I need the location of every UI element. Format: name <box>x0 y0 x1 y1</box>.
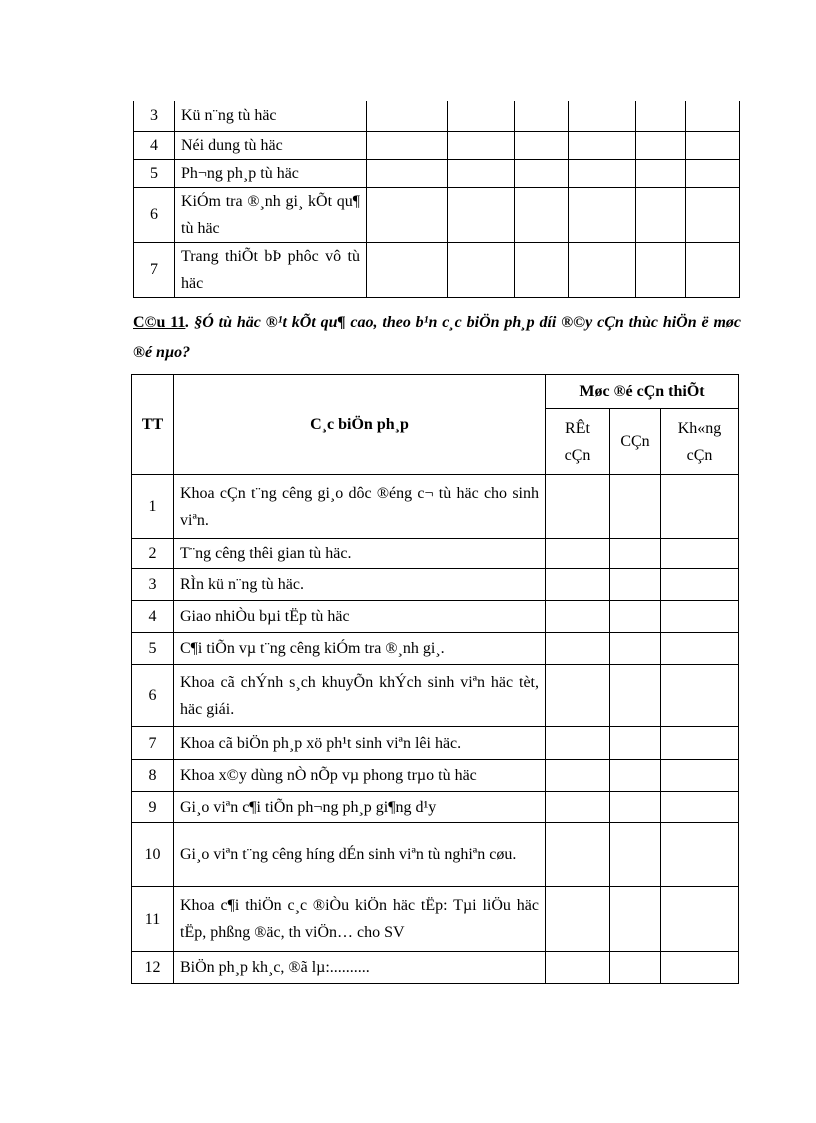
table-row <box>132 792 739 823</box>
table-row <box>132 952 739 984</box>
row-number: 11 <box>132 887 174 952</box>
table-row <box>132 727 739 760</box>
response-cell <box>569 242 636 297</box>
response-cell <box>367 131 448 159</box>
response-cell <box>569 101 636 131</box>
question-11 <box>133 308 741 368</box>
header-row <box>132 375 739 409</box>
response-cell <box>610 760 661 792</box>
row-label: Néi dung tù häc <box>175 131 367 159</box>
measure-text: Khoa c¶i thiÖn c¸c ®iÒu kiÖn häc tËp: Tµi liÖu häc tËp, phßng ®äc, th viÖn… cho SV <box>174 887 546 952</box>
row-number: 3 <box>134 101 175 131</box>
row-number: 4 <box>132 601 174 633</box>
question-label: C©u 11 <box>133 314 186 331</box>
response-cell <box>661 823 739 887</box>
response-cell <box>515 187 569 242</box>
response-cell <box>610 539 661 569</box>
table-row <box>132 569 739 601</box>
response-cell <box>546 760 610 792</box>
row-number: 8 <box>132 760 174 792</box>
response-cell <box>546 823 610 887</box>
response-cell <box>636 131 686 159</box>
row-number: 2 <box>132 539 174 569</box>
response-cell <box>661 569 739 601</box>
row-number: 4 <box>134 131 175 159</box>
response-cell <box>546 633 610 665</box>
row-number: 7 <box>134 242 175 297</box>
question-text: . §Ó tù häc ®¹t kÕt qu¶ cao, theo b¹n c¸c biÖn ph¸p díi ®©y cÇn thùc hiÖn ë møc ®é nµo? <box>133 314 741 361</box>
table-row <box>132 539 739 569</box>
response-cell <box>367 101 448 131</box>
measure-text: T¨ng cêng thêi gian tù häc. <box>174 539 546 569</box>
response-cell <box>686 242 740 297</box>
row-label: KiÓm tra ®¸nh gi¸ kÕt qu¶ tù häc <box>175 187 367 242</box>
response-cell <box>546 887 610 952</box>
table-row <box>134 159 740 187</box>
response-cell <box>661 475 739 539</box>
table-top-body <box>134 101 740 297</box>
response-cell <box>546 792 610 823</box>
table-measures-body <box>132 375 739 984</box>
header-very-needed: RÊt cÇn <box>546 409 610 475</box>
response-cell <box>448 131 515 159</box>
response-cell <box>686 131 740 159</box>
response-cell <box>546 727 610 760</box>
response-cell <box>367 242 448 297</box>
measure-text: C¶i tiÕn vµ t¨ng cêng kiÓm tra ®¸nh gi¸. <box>174 633 546 665</box>
response-cell <box>661 887 739 952</box>
response-cell <box>610 887 661 952</box>
response-cell <box>569 187 636 242</box>
measure-text: Gi¸o viªn c¶i tiÕn ph¬ng ph¸p gi¶ng d¹y <box>174 792 546 823</box>
row-number: 5 <box>134 159 175 187</box>
response-cell <box>448 159 515 187</box>
row-number: 10 <box>132 823 174 887</box>
response-cell <box>686 101 740 131</box>
measure-text: Giao nhiÒu bµi tËp tù häc <box>174 601 546 633</box>
response-cell <box>546 475 610 539</box>
response-cell <box>546 539 610 569</box>
response-cell <box>546 952 610 984</box>
response-cell <box>515 131 569 159</box>
table-row <box>134 101 740 131</box>
response-cell <box>661 952 739 984</box>
response-cell <box>448 101 515 131</box>
header-not-needed: Kh«ng cÇn <box>661 409 739 475</box>
response-cell <box>636 242 686 297</box>
response-cell <box>686 187 740 242</box>
response-cell <box>448 242 515 297</box>
response-cell <box>661 760 739 792</box>
measure-text: Gi¸o viªn t¨ng cêng híng dÉn sinh viªn tù nghiªn cøu. <box>174 823 546 887</box>
response-cell <box>661 601 739 633</box>
header-measures: C¸c biÖn ph¸p <box>174 375 546 475</box>
table-row <box>132 475 739 539</box>
table-row <box>134 131 740 159</box>
measure-text: Khoa cã biÖn ph¸p xö ph¹t sinh viªn lêi häc. <box>174 727 546 760</box>
response-cell <box>515 159 569 187</box>
response-cell <box>448 187 515 242</box>
table-row <box>134 242 740 297</box>
table-row <box>132 887 739 952</box>
row-number: 12 <box>132 952 174 984</box>
row-number: 9 <box>132 792 174 823</box>
response-cell <box>661 665 739 727</box>
response-cell <box>610 952 661 984</box>
response-cell <box>661 792 739 823</box>
header-level: Møc ®é cÇn thiÕt <box>546 375 739 409</box>
table-row <box>132 760 739 792</box>
response-cell <box>610 823 661 887</box>
response-cell <box>610 475 661 539</box>
header-needed: CÇn <box>610 409 661 475</box>
table-row <box>132 633 739 665</box>
table-row <box>132 601 739 633</box>
response-cell <box>546 665 610 727</box>
header-tt: TT <box>132 375 174 475</box>
response-cell <box>610 792 661 823</box>
measure-text: BiÖn ph¸p kh¸c, ®ã lµ:.......... <box>174 952 546 984</box>
response-cell <box>515 101 569 131</box>
row-number: 6 <box>134 187 175 242</box>
response-cell <box>569 159 636 187</box>
measure-text: Khoa cÇn t¨ng cêng gi¸o dôc ®éng c¬ tù häc cho sinh viªn. <box>174 475 546 539</box>
response-cell <box>610 727 661 760</box>
response-cell <box>636 101 686 131</box>
row-number: 5 <box>132 633 174 665</box>
row-number: 7 <box>132 727 174 760</box>
response-cell <box>367 187 448 242</box>
row-label: Trang thiÕt bÞ phôc vô tù häc <box>175 242 367 297</box>
row-number: 3 <box>132 569 174 601</box>
response-cell <box>610 601 661 633</box>
row-number: 1 <box>132 475 174 539</box>
response-cell <box>636 187 686 242</box>
response-cell <box>515 242 569 297</box>
table-measures <box>131 374 739 984</box>
row-label: Kü n¨ng tù häc <box>175 101 367 131</box>
measure-text: Khoa cã chÝnh s¸ch khuyÕn khÝch sinh viªn häc tèt, häc giái. <box>174 665 546 727</box>
row-label: Ph¬ng ph¸p tù häc <box>175 159 367 187</box>
row-number: 6 <box>132 665 174 727</box>
response-cell <box>610 633 661 665</box>
response-cell <box>661 633 739 665</box>
table-top <box>133 101 740 298</box>
measure-text: Khoa x©y dùng nÒ nÕp vµ phong trµo tù häc <box>174 760 546 792</box>
response-cell <box>636 159 686 187</box>
response-cell <box>546 601 610 633</box>
response-cell <box>661 539 739 569</box>
response-cell <box>610 569 661 601</box>
table-row <box>132 823 739 887</box>
table-row <box>134 187 740 242</box>
table-row <box>132 665 739 727</box>
response-cell <box>546 569 610 601</box>
response-cell <box>661 727 739 760</box>
response-cell <box>610 665 661 727</box>
measure-text: RÌn kü n¨ng tù häc. <box>174 569 546 601</box>
response-cell <box>367 159 448 187</box>
response-cell <box>686 159 740 187</box>
response-cell <box>569 131 636 159</box>
